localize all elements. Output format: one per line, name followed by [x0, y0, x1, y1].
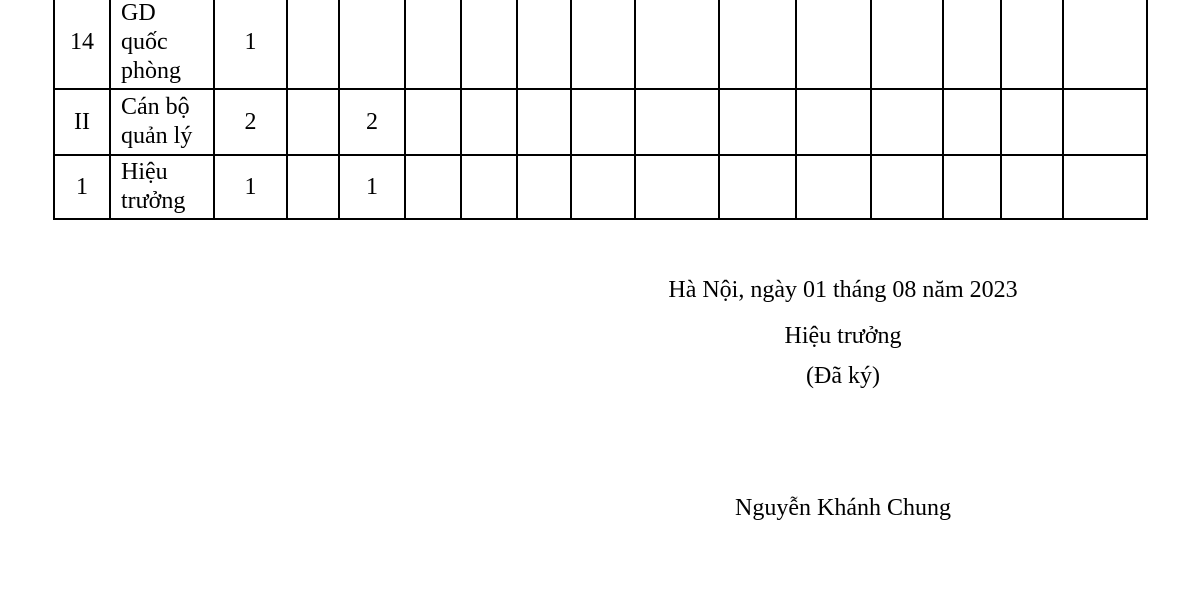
table-row: [54, 155, 1147, 219]
value-cell: [719, 0, 796, 89]
value-cell: [517, 0, 571, 89]
value-cell: [871, 89, 943, 155]
value-cell: [943, 0, 1001, 89]
personnel-table: [53, 0, 1148, 220]
value-cell: [571, 0, 635, 89]
value-cell: [517, 89, 571, 155]
signed-annotation: (Đã ký): [806, 363, 880, 389]
value-cell: [635, 0, 719, 89]
value-cell: [461, 0, 517, 89]
value-cell: [943, 155, 1001, 219]
value-cell: [287, 89, 339, 155]
value-cell: [1001, 89, 1063, 155]
value-cell: [719, 155, 796, 219]
row-index-cell: 14: [54, 0, 110, 89]
value-cell: [1063, 155, 1147, 219]
value-cell: [1001, 155, 1063, 219]
value-cell: [405, 89, 461, 155]
value-cell: 1: [214, 0, 287, 89]
value-cell: [1063, 0, 1147, 89]
value-cell: 1: [214, 155, 287, 219]
signer-name: Nguyễn Khánh Chung: [735, 495, 951, 521]
value-cell: [405, 155, 461, 219]
value-cell: [943, 89, 1001, 155]
table-row: [54, 0, 1147, 89]
place-date-line: Hà Nội, ngày 01 tháng 08 năm 2023: [668, 277, 1018, 303]
value-cell: [571, 89, 635, 155]
table-row: [54, 89, 1147, 155]
value-cell: [635, 155, 719, 219]
row-label-cell: Cán bộ quản lý: [110, 89, 214, 155]
row-index-cell: II: [54, 89, 110, 155]
value-cell: [517, 155, 571, 219]
value-cell: 2: [339, 89, 405, 155]
value-cell: [287, 0, 339, 89]
value-cell: [719, 89, 796, 155]
value-cell: [635, 89, 719, 155]
signer-title: Hiệu trưởng: [784, 323, 902, 349]
value-cell: [1001, 0, 1063, 89]
value-cell: [796, 89, 871, 155]
value-cell: [796, 155, 871, 219]
value-cell: [339, 0, 405, 89]
value-cell: [287, 155, 339, 219]
value-cell: [1063, 89, 1147, 155]
row-label-cell: GD quốc phòng: [110, 0, 214, 89]
value-cell: 2: [214, 89, 287, 155]
row-label-cell: Hiệu trưởng: [110, 155, 214, 219]
value-cell: [461, 89, 517, 155]
value-cell: [461, 155, 517, 219]
row-index-cell: 1: [54, 155, 110, 219]
value-cell: [571, 155, 635, 219]
value-cell: [871, 155, 943, 219]
value-cell: [405, 0, 461, 89]
personnel-table-container: [53, 0, 1148, 220]
value-cell: [796, 0, 871, 89]
value-cell: 1: [339, 155, 405, 219]
value-cell: [871, 0, 943, 89]
